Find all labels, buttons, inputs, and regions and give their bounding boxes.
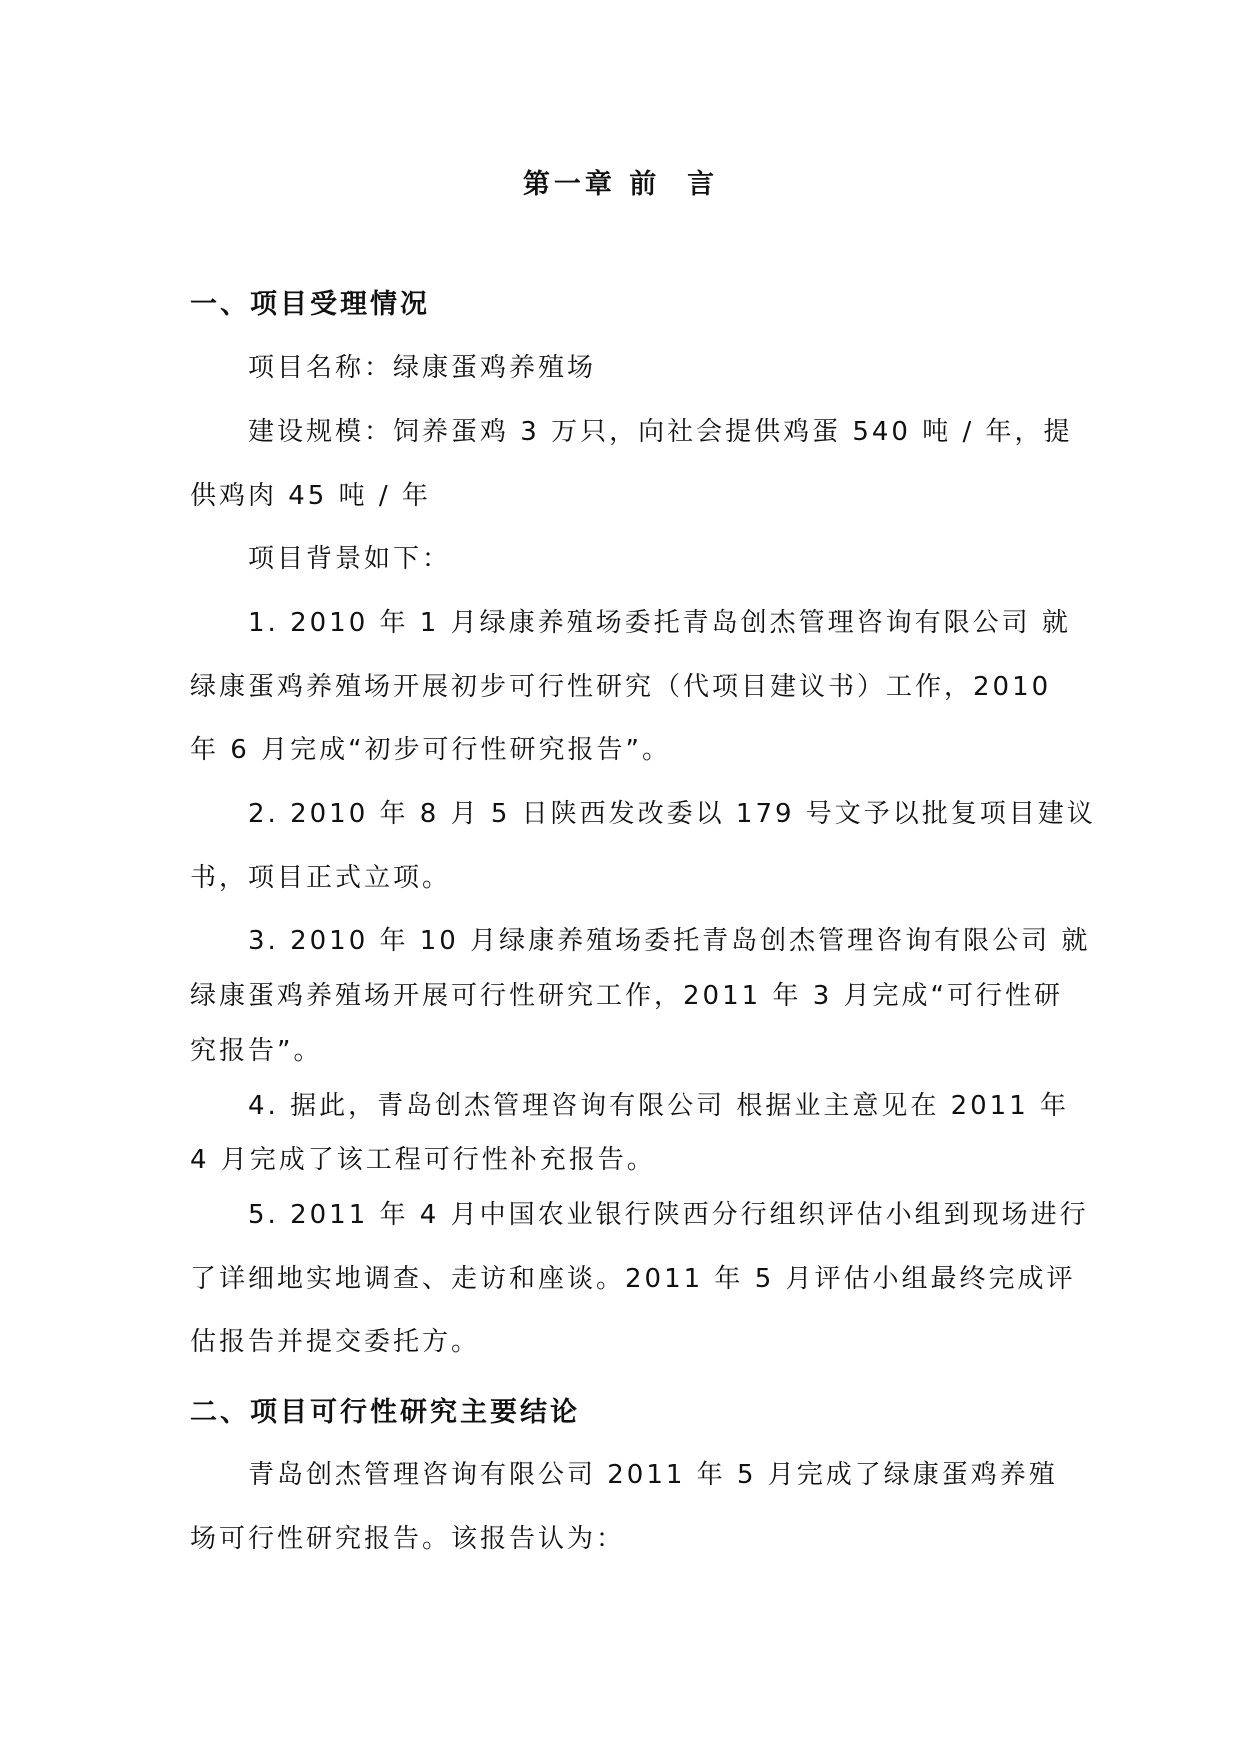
item1-line-2: 绿康蛋鸡养殖场开展初步可行性研究（代项目建议书）工作，2010 bbox=[190, 672, 1052, 702]
item3-line-1: 3. 2010 年 10 月绿康养殖场委托青岛创杰管理咨询有限公司 就 bbox=[248, 926, 1091, 956]
item2-line-2: 书，项目正式立项。 bbox=[190, 863, 452, 893]
scale-line-1: 建设规模：饲养蛋鸡 3 万只，向社会提供鸡蛋 540 吨 / 年，提 bbox=[248, 417, 1073, 447]
item3-line-2: 绿康蛋鸡养殖场开展可行性研究工作，2011 年 3 月完成“可行性研 bbox=[190, 981, 1063, 1011]
section-heading-1: 一、项目受理情况 bbox=[190, 289, 430, 320]
item5-line-1: 5. 2011 年 4 月中国农业银行陕西分行组织评估小组到现场进行 bbox=[248, 1200, 1089, 1230]
item2-line-1: 2. 2010 年 8 月 5 日陕西发改委以 179 号文予以批复项目建议 bbox=[248, 799, 1096, 829]
item5-line-2: 了详细地实地调查、走访和座谈。2011 年 5 月评估小组最终完成评 bbox=[190, 1264, 1076, 1294]
item1-line-1: 1. 2010 年 1 月绿康养殖场委托青岛创杰管理咨询有限公司 就 bbox=[248, 608, 1071, 638]
item3-line-3: 究报告”。 bbox=[190, 1036, 323, 1066]
item4-line-1: 4. 据此，青岛创杰管理咨询有限公司 根据业主意见在 2011 年 bbox=[248, 1091, 1070, 1121]
project-name-line: 项目名称：绿康蛋鸡养殖场 bbox=[248, 353, 597, 383]
conclusion-line-1: 青岛创杰管理咨询有限公司 2011 年 5 月完成了绿康蛋鸡养殖 bbox=[248, 1460, 1058, 1490]
item4-line-2: 4 月完成了该工程可行性补充报告。 bbox=[190, 1145, 656, 1175]
chapter-title: 第一章 前 言 bbox=[522, 169, 719, 200]
item5-line-3: 估报告并提交委托方。 bbox=[190, 1327, 481, 1357]
item1-line-3: 年 6 月完成“初步可行性研究报告”。 bbox=[190, 735, 672, 765]
conclusion-line-2: 场可行性研究报告。该报告认为： bbox=[190, 1524, 626, 1554]
scale-line-2: 供鸡肉 45 吨 / 年 bbox=[190, 481, 431, 511]
background-intro: 项目背景如下： bbox=[248, 544, 452, 574]
section-heading-2: 二、项目可行性研究主要结论 bbox=[190, 1397, 580, 1428]
